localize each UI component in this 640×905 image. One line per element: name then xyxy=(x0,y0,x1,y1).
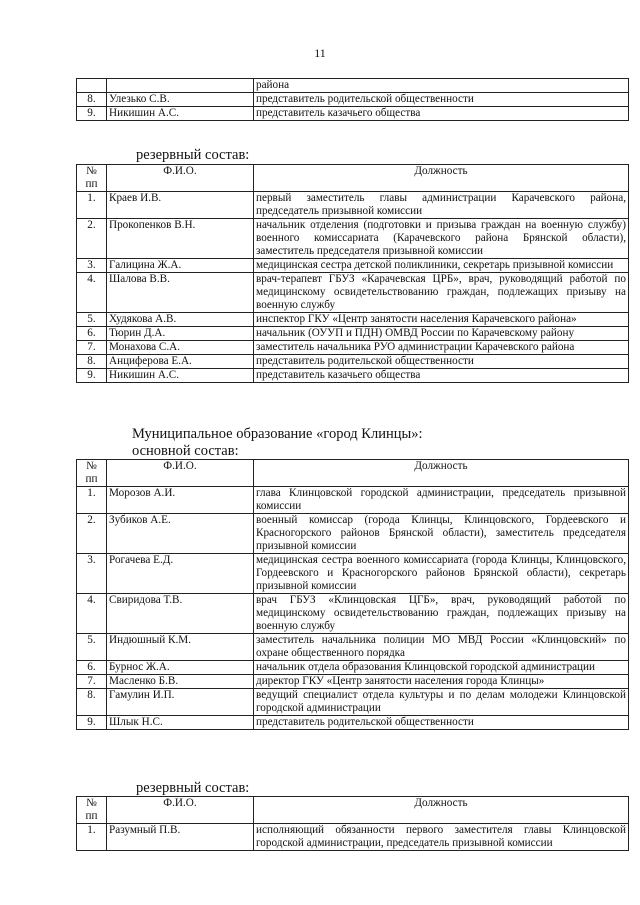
table-row xyxy=(77,824,629,851)
table-row xyxy=(77,355,629,369)
row-number: 8. xyxy=(77,689,107,716)
member-position: заместитель начальника РУО администрации Карачевского района xyxy=(254,341,629,355)
row-number: 2. xyxy=(77,219,107,259)
table-main-klintsy xyxy=(76,459,629,730)
table-row xyxy=(77,107,629,121)
column-header-position: Должность xyxy=(254,797,629,824)
row-number: 9. xyxy=(77,369,107,383)
column-header-name: Ф.И.О. xyxy=(107,460,254,487)
member-name: Индюшный К.М. xyxy=(107,634,254,661)
table-row xyxy=(77,487,629,514)
member-name: Тюрин Д.А. xyxy=(107,327,254,341)
row-number: 8. xyxy=(77,355,107,369)
member-name: Галицина Ж.А. xyxy=(107,259,254,273)
row-number: 3. xyxy=(77,554,107,594)
column-header-number: № пп xyxy=(77,165,107,192)
table-row xyxy=(77,716,629,730)
member-position: заместитель начальника полиции МО МВД России «Клинцовский» по охране общественного порядка xyxy=(254,634,629,661)
table-row xyxy=(77,192,629,219)
row-number: 5. xyxy=(77,313,107,327)
member-name: Масленко Б.В. xyxy=(107,675,254,689)
member-position: представитель родительской общественности xyxy=(254,355,629,369)
member-position: начальник отдела образования Клинцовской городской администрации xyxy=(254,661,629,675)
row-number: 4. xyxy=(77,594,107,634)
column-header-name: Ф.И.О. xyxy=(107,165,254,192)
table-row xyxy=(77,594,629,634)
column-header-number: № пп xyxy=(77,460,107,487)
table-header-row xyxy=(77,460,629,487)
member-position: представитель родительской общественности xyxy=(254,716,629,730)
column-header-name: Ф.И.О. xyxy=(107,797,254,824)
row-number: 1. xyxy=(77,824,107,851)
column-header-position: Должность xyxy=(254,165,629,192)
row-number: 9. xyxy=(77,107,107,121)
member-name: Никишин А.С. xyxy=(107,369,254,383)
main-heading-klintsy: основной состав: xyxy=(132,443,239,459)
member-name: Зубиков А.Е. xyxy=(107,514,254,554)
row-number: 1. xyxy=(77,192,107,219)
member-name: Краев И.В. xyxy=(107,192,254,219)
table-row xyxy=(77,219,629,259)
member-position: представитель казачьего общества xyxy=(254,107,629,121)
member-name: Рогачева Е.Д. xyxy=(107,554,254,594)
reserve-heading-karachev: резервный состав: xyxy=(136,147,250,163)
row-number: 1. xyxy=(77,487,107,514)
member-position: начальник отделения (подготовки и призыва граждан на военную службу) военного комиссариата (Карачевского района Брянской области), заместитель председателя призывной комиссии xyxy=(254,219,629,259)
table-row xyxy=(77,689,629,716)
row-number: 2. xyxy=(77,514,107,554)
member-position: директор ГКУ «Центр занятости населения города Клинцы» xyxy=(254,675,629,689)
member-position: врач ГБУЗ «Клинцовская ЦГБ», врач, руководящий работой по медицинскому освидетельствованию граждан, подлежащих призыву на военную службу xyxy=(254,594,629,634)
row-number: 7. xyxy=(77,675,107,689)
member-position: медицинская сестра детской поликлиники, секретарь призывной комиссии xyxy=(254,259,629,273)
table-row xyxy=(77,675,629,689)
member-name: Разумный П.В. xyxy=(107,824,254,851)
reserve-heading-klintsy: резервный состав: xyxy=(136,780,250,796)
row-number: 5. xyxy=(77,634,107,661)
member-position: представитель казачьего общества xyxy=(254,369,629,383)
table-row xyxy=(77,514,629,554)
member-position: первый заместитель главы администрации Карачевского района, председатель призывной комиссии xyxy=(254,192,629,219)
row-number xyxy=(77,79,107,93)
table-section-a xyxy=(76,78,629,121)
row-number: 9. xyxy=(77,716,107,730)
member-name: Монахова С.А. xyxy=(107,341,254,355)
row-number: 4. xyxy=(77,273,107,313)
member-name: Анциферова Е.А. xyxy=(107,355,254,369)
column-header-position: Должность xyxy=(254,460,629,487)
table-row xyxy=(77,341,629,355)
row-number: 3. xyxy=(77,259,107,273)
column-header-number: № пп xyxy=(77,797,107,824)
member-position: начальник (ОУУП и ПДН) ОМВД России по Карачевскому району xyxy=(254,327,629,341)
table-row xyxy=(77,554,629,594)
table-row xyxy=(77,661,629,675)
table-row xyxy=(77,273,629,313)
member-position: района xyxy=(254,79,629,93)
member-name xyxy=(107,79,254,93)
table-row xyxy=(77,313,629,327)
municipality-heading: Муниципальное образование «город Клинцы»: xyxy=(132,426,423,442)
table-reserve-klintsy xyxy=(76,796,629,851)
table-row xyxy=(77,259,629,273)
member-position: инспектор ГКУ «Центр занятости населения Карачевского района» xyxy=(254,313,629,327)
member-position: врач-терапевт ГБУЗ «Карачевская ЦРБ», врач, руководящий работой по медицинскому освидетельствованию граждан, подлежащих призыву на военную службу xyxy=(254,273,629,313)
member-position: медицинская сестра военного комиссариата (города Клинцы, Клинцовского, Гордеевского и Красногорского районов Брянской области), секретарь призывной комиссии xyxy=(254,554,629,594)
member-name: Худякова А.В. xyxy=(107,313,254,327)
member-name: Бурнос Ж.А. xyxy=(107,661,254,675)
table-row xyxy=(77,369,629,383)
page-number: 11 xyxy=(314,46,326,60)
member-name: Шлык Н.С. xyxy=(107,716,254,730)
table-header-row xyxy=(77,797,629,824)
table-row xyxy=(77,327,629,341)
member-position: глава Клинцовской городской администрации, председатель призывной комиссии xyxy=(254,487,629,514)
table-row xyxy=(77,93,629,107)
member-name: Прокопенков В.Н. xyxy=(107,219,254,259)
row-number: 7. xyxy=(77,341,107,355)
member-name: Улезько С.В. xyxy=(107,93,254,107)
row-number: 8. xyxy=(77,93,107,107)
table-reserve-karachev xyxy=(76,164,629,383)
member-position: ведущий специалист отдела культуры и по делам молодежи Клинцовской городской администрации xyxy=(254,689,629,716)
member-position: исполняющий обязанности первого заместителя главы Клинцовской городской администрации, председатель призывной комиссии xyxy=(254,824,629,851)
table-header-row xyxy=(77,165,629,192)
table-row xyxy=(77,634,629,661)
member-name: Гамулин И.П. xyxy=(107,689,254,716)
table-row xyxy=(77,79,629,93)
member-position: представитель родительской общественности xyxy=(254,93,629,107)
member-name: Шалова В.В. xyxy=(107,273,254,313)
member-name: Свиридова Т.В. xyxy=(107,594,254,634)
member-name: Никишин А.С. xyxy=(107,107,254,121)
member-name: Морозов А.И. xyxy=(107,487,254,514)
row-number: 6. xyxy=(77,661,107,675)
row-number: 6. xyxy=(77,327,107,341)
member-position: военный комиссар (города Клинцы, Клинцовского, Гордеевского и Красногорского районов Брянской области), заместитель председателя призывной комиссии xyxy=(254,514,629,554)
